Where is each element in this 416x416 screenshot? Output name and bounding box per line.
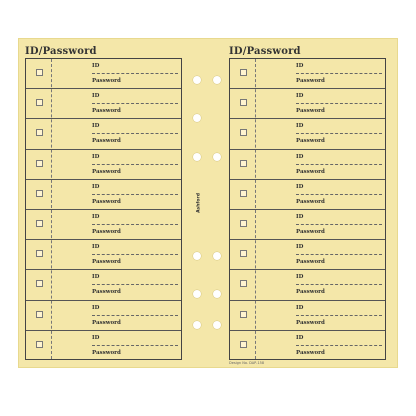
entry-checkbox[interactable] <box>36 69 43 76</box>
password-label: Password <box>92 259 121 266</box>
entry-row <box>26 331 181 361</box>
binder-hole <box>213 321 221 329</box>
entry-row <box>230 301 385 331</box>
entry-row <box>230 150 385 180</box>
id-label: ID <box>296 183 304 190</box>
id-write-line[interactable] <box>92 194 178 195</box>
entry-row <box>26 89 181 119</box>
entry-checkbox[interactable] <box>36 280 43 287</box>
password-label: Password <box>296 78 325 84</box>
id-label: ID <box>92 213 100 220</box>
id-label: ID <box>296 93 304 100</box>
id-write-line[interactable] <box>92 315 178 316</box>
id-write-line[interactable] <box>296 164 382 165</box>
entry-checkbox[interactable] <box>240 99 247 106</box>
entry-row <box>26 150 181 180</box>
binder-hole <box>213 153 221 161</box>
binder-hole <box>193 153 201 161</box>
entry-row <box>26 59 181 89</box>
binder-hole <box>193 252 201 260</box>
entry-row <box>230 180 385 210</box>
password-label: Password <box>92 289 121 296</box>
password-label: Password <box>92 108 121 115</box>
password-label: Password <box>296 138 325 145</box>
id-write-line[interactable] <box>296 345 382 346</box>
entry-row <box>26 119 181 149</box>
entry-row <box>230 59 385 89</box>
id-write-line[interactable] <box>92 133 178 134</box>
entry-checkbox[interactable] <box>36 341 43 348</box>
entry-row <box>230 89 385 119</box>
entry-checkbox[interactable] <box>36 129 43 136</box>
entry-checkbox[interactable] <box>240 160 247 167</box>
id-label: ID <box>296 123 304 130</box>
id-write-line[interactable] <box>92 345 178 346</box>
entry-checkbox[interactable] <box>240 129 247 136</box>
id-label: ID <box>296 153 304 160</box>
password-label: Password <box>92 138 121 145</box>
entry-row <box>230 119 385 149</box>
left-page-title: ID/Password <box>25 46 97 57</box>
id-write-line[interactable] <box>92 103 178 104</box>
brand-logo <box>193 188 205 218</box>
entry-row <box>230 240 385 270</box>
id-write-line[interactable] <box>92 284 178 285</box>
binder-hole <box>193 321 201 329</box>
id-label: ID <box>296 63 304 69</box>
password-label: Password <box>296 198 325 205</box>
entry-row <box>26 210 181 240</box>
entry-checkbox[interactable] <box>36 311 43 318</box>
password-label: Password <box>296 168 325 175</box>
id-label: ID <box>92 304 100 311</box>
password-label: Password <box>296 259 325 266</box>
entry-checkbox[interactable] <box>36 220 43 227</box>
password-label: Password <box>296 289 325 296</box>
right-page-title: ID/Password <box>229 46 301 57</box>
id-write-line[interactable] <box>296 73 382 74</box>
right-entry-panel <box>229 58 386 360</box>
id-write-line[interactable] <box>296 224 382 225</box>
entry-row <box>230 270 385 300</box>
entry-checkbox[interactable] <box>240 250 247 257</box>
id-label: ID <box>296 334 304 341</box>
design-number: Design No. DAP-158 <box>229 361 265 365</box>
id-write-line[interactable] <box>296 103 382 104</box>
id-write-line[interactable] <box>92 254 178 255</box>
binder-hole <box>193 114 201 122</box>
password-label: Password <box>296 108 325 115</box>
password-label: Password <box>92 168 121 175</box>
id-label: ID <box>296 244 304 251</box>
password-label: Password <box>92 228 121 235</box>
entry-row <box>26 240 181 270</box>
entry-row <box>26 180 181 210</box>
entry-checkbox[interactable] <box>240 311 247 318</box>
entry-row <box>26 270 181 300</box>
id-label: ID <box>92 183 100 190</box>
id-label: ID <box>92 93 100 100</box>
id-write-line[interactable] <box>296 194 382 195</box>
id-write-line[interactable] <box>92 164 178 165</box>
entry-checkbox[interactable] <box>240 220 247 227</box>
id-label: ID <box>92 244 100 251</box>
id-label: ID <box>92 274 100 281</box>
id-label: ID <box>92 153 100 160</box>
id-write-line[interactable] <box>296 254 382 255</box>
id-write-line[interactable] <box>92 73 178 74</box>
brand-mark-text: Ashford <box>196 193 202 213</box>
id-label: ID <box>296 304 304 311</box>
binder-hole <box>213 76 221 84</box>
entry-checkbox[interactable] <box>240 190 247 197</box>
binder-hole <box>213 290 221 298</box>
id-label: ID <box>92 334 100 341</box>
entry-checkbox[interactable] <box>36 190 43 197</box>
password-label: Password <box>92 349 121 356</box>
id-write-line[interactable] <box>92 224 178 225</box>
binder-hole <box>193 76 201 84</box>
id-write-line[interactable] <box>296 315 382 316</box>
id-write-line[interactable] <box>296 133 382 134</box>
entry-checkbox[interactable] <box>240 69 247 76</box>
password-label: Password <box>296 228 325 235</box>
password-label: Password <box>92 78 121 84</box>
refill-sheet <box>18 38 398 368</box>
entry-row <box>230 210 385 240</box>
entry-checkbox[interactable] <box>36 99 43 106</box>
left-entry-panel <box>25 58 182 360</box>
password-label: Password <box>296 349 325 356</box>
binder-hole <box>213 252 221 260</box>
entry-row <box>230 331 385 361</box>
id-label: ID <box>92 123 100 130</box>
id-label: ID <box>296 274 304 281</box>
id-label: ID <box>296 213 304 220</box>
entry-checkbox[interactable] <box>36 250 43 257</box>
entry-checkbox[interactable] <box>240 280 247 287</box>
entry-row <box>26 301 181 331</box>
password-label: Password <box>296 319 325 326</box>
id-label: ID <box>92 63 100 69</box>
password-label: Password <box>92 198 121 205</box>
password-label: Password <box>92 319 121 326</box>
id-write-line[interactable] <box>296 284 382 285</box>
binder-hole <box>193 290 201 298</box>
entry-checkbox[interactable] <box>36 160 43 167</box>
entry-checkbox[interactable] <box>240 341 247 348</box>
